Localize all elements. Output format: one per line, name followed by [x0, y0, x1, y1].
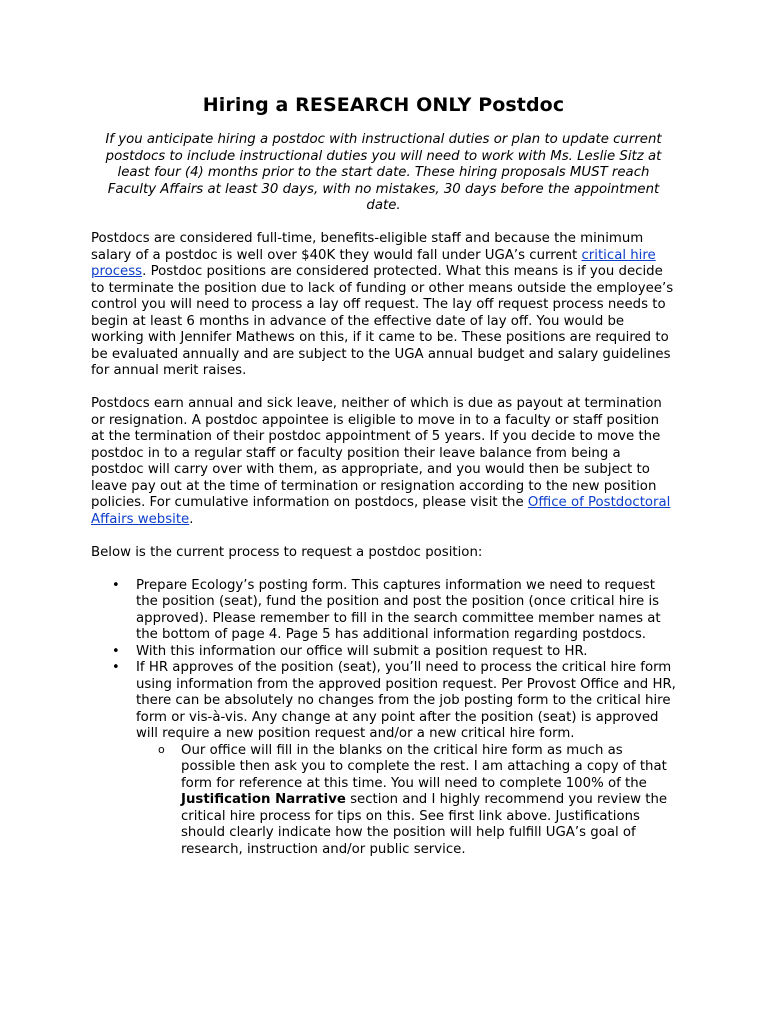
- paragraph-text: .: [189, 511, 194, 527]
- sub-list-item: [158, 742, 676, 859]
- sub-item-text: Our office will fill in the blanks on the critical hire form as much as possible then ask you to complete the rest. I am attaching a copy of that form for reference at this time. You will need to complete 100% of the: [181, 742, 667, 791]
- critical-hire-process-link[interactable]: critical hire process: [91, 247, 656, 279]
- list-item-text: Prepare Ecology’s posting form. This captures information we need to request the position (seat), fund the position and post the position (once critical hire is approved). Please remember to fill in the search committee member names at the bottom of page 4. Page 5 has additional information regarding postdocs.: [136, 577, 661, 642]
- bullet-icon: •: [112, 577, 120, 593]
- paragraph-leave: [91, 396, 676, 528]
- sub-item-text: section and I highly recommend you review the critical hire process for tips on this. See first link above. Justifications should clearly indicate how the position will help fulfill UGA’s goal of research, instruction and/or public service.: [181, 792, 668, 857]
- justification-narrative-emphasis: Justification Narrative: [181, 792, 346, 807]
- process-list: [91, 578, 676, 859]
- postdoctoral-affairs-link[interactable]: Office of Postdoctoral Affairs website: [91, 495, 671, 527]
- paragraph-text: Postdocs are considered full-time, benefits-eligible staff and because the minimum salary of a postdoc is well over $40K they would fall under UGA’s current: [91, 231, 644, 263]
- page-title: Hiring a RESEARCH ONLY Postdoc: [202, 94, 565, 116]
- paragraph-process-intro: Below is the current process to request a postdoc position:: [91, 544, 483, 560]
- paragraph-text: Postdocs earn annual and sick leave, neither of which is due as payout at termination or resignation. A postdoc appointee is eligible to move in to a faculty or staff position at the termination of their postdoc appointment of 5 years. If you decide to move the postdoc in to a regular staff or faculty position their leave balance from being a postdoc will carry over with them, as appropriate, and you would then be subject to leave pay out at the time of termination or resignation according to the new position policies. For cumulative information on postdocs, please visit the: [91, 396, 662, 510]
- paragraph-text: . Postdoc positions are considered protected. What this means is if you decide to terminate the position due to lack of funding or other means outside the employee’s control you will need to process a lay off request. The lay off request process needs to begin at least 6 months in advance of the effective date of lay off. You would be working with Jennifer Mathews on this, if it came to be. These positions are required to be evaluated annually and are subject to the UGA annual budget and salary guidelines for annual merit raises.: [91, 264, 674, 378]
- sub-list: [136, 743, 676, 859]
- paragraph-employment-status: [91, 231, 676, 380]
- list-item: [112, 660, 676, 858]
- list-item: [112, 577, 676, 644]
- intro-note: If you anticipate hiring a postdoc with instructional duties or plan to update current postdocs to include instructional duties you will need to work with Ms. Leslie Sitz at least four (4) months prior to the start date. These hiring proposals MUST reach Faculty Affairs at least 30 days, with no mistakes, 30 days before the appointment date.: [105, 132, 662, 213]
- list-item-text: If HR approves of the position (seat), you’ll need to process the critical hire form using information from the approved position request. Per Provost Office and HR, there can be absolutely no changes from the job posting form to the critical hire form or vis-à-vis. Any change at any point after the position (seat) is approved will require a new position request and/or a new critical hire form.: [136, 660, 676, 741]
- sub-bullet-icon: o: [158, 742, 165, 756]
- list-item-text: With this information our office will submit a position request to HR.: [136, 643, 588, 659]
- bullet-icon: •: [112, 660, 120, 675]
- list-item: [112, 643, 676, 661]
- bullet-icon: •: [112, 643, 120, 659]
